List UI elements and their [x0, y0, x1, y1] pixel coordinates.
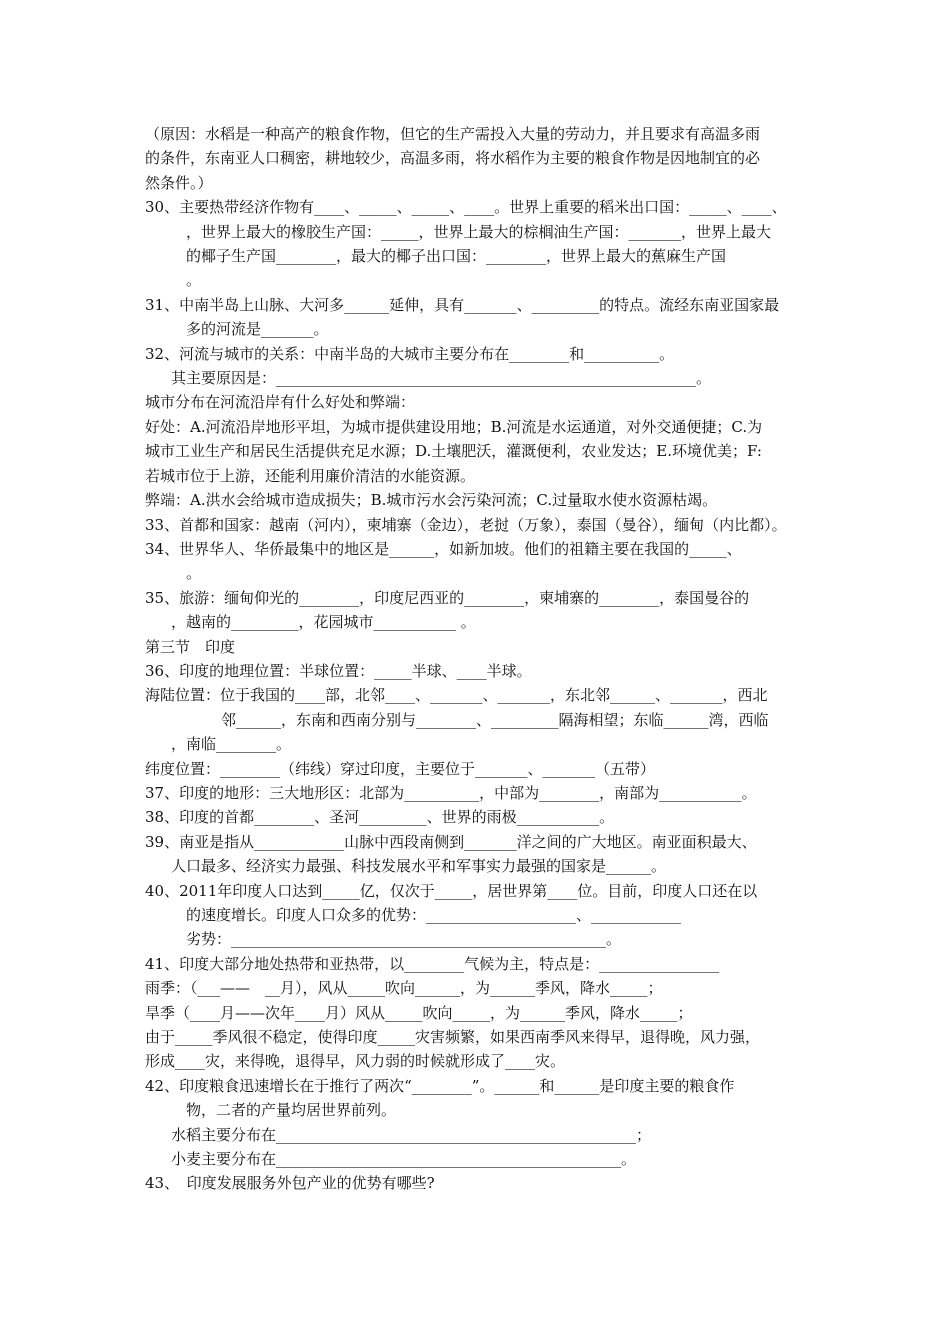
text-line: 城市工业生产和居民生活提供充足水源；D.土壤肥沃，灌溉便利，农业发达；E.环境优美；F: — [145, 442, 762, 461]
question-31: 31、中南半岛上山脉、大河多______延伸，具有_______、_________的特点。流经东南亚国家最 — [145, 295, 780, 314]
text-line: 水稻主要分布在________________________________________________； — [171, 1125, 652, 1144]
question-36: 36、印度的地理位置：半球位置：_____半球、____半球。 — [145, 661, 532, 680]
text-line: 。 — [186, 271, 202, 290]
document-page — [145, 122, 815, 1196]
text-line: 好处：A.河流沿岸地形平坦，为城市提供建设用地；B.河流是水运通道，对外交通便捷；C.为 — [145, 417, 763, 436]
text-line: 的条件，东南亚人口稠密，耕地较少，高温多雨，将水稻作为主要的粮食作物是因地制宜的必 — [145, 149, 761, 168]
text-line: 由于_____季风很不稳定，使得印度_____灾害频繁，如果西南季风来得早，退得晚，风力强， — [145, 1028, 761, 1047]
text-line: 物，二者的产量均居世界前列。 — [186, 1101, 397, 1120]
text-line: ，世界上最大的橡胶生产国：_____，世界上最大的棕榈油生产国：_______，世界上最大 — [186, 222, 772, 241]
question-39: 39、南亚是指从____________山脉中西段南侧到_______洋之间的广大地区。南亚面积最大、 — [145, 832, 757, 851]
text-line: （原因：水稻是一种高产的粮食作物，但它的生产需投入大量的劳动力，并且要求有高温多雨 — [145, 125, 761, 143]
text-line: ，越南的_________，花园城市___________ 。 — [171, 613, 476, 632]
text-line: 其主要原因是：________________________________________________________。 — [171, 369, 712, 388]
text-line: 形成____灾，来得晚，退得早，风力弱的时候就形成了____灾。 — [145, 1052, 566, 1071]
text-line: 然条件。） — [145, 173, 213, 192]
text-line: 旱季（____月——次年____月）风从_____吹向_____，为______季风，降水_____； — [145, 1003, 693, 1022]
question-34: 34、世界华人、华侨最集中的地区是______，如新加坡。他们的祖籍主要在我国的_____、 — [145, 539, 742, 558]
question-35: 35、旅游：缅甸仰光的________，印度尼西亚的________，柬埔寨的________，泰国曼谷的 — [145, 588, 750, 607]
text-line: 。 — [186, 564, 202, 583]
text-line: 海陆位置：位于我国的____部，北邻____、_______、_______，东北邻______、_______，西北 — [145, 686, 768, 705]
question-33: 33、首都和国家：越南（河内），柬埔寨（金边），老挝（万象），泰国（曼谷），缅甸（内比都）。 — [145, 515, 787, 534]
question-42: 42、印度粮食迅速增长在于推行了两次“________”。______和______是印度主要的粮食作 — [145, 1076, 735, 1095]
text-line: 小麦主要分布在______________________________________________。 — [171, 1150, 637, 1169]
question-30: 30、主要热带经济作物有____、_____、_____、____。世界上重要的稻米出口国：_____、____、 — [145, 198, 787, 217]
text-line: 若城市位于上游，还能利用廉价清洁的水能资源。 — [145, 466, 476, 485]
question-41: 41、印度大部分地处热带和亚热带，以________气候为主，特点是：________________ — [145, 954, 720, 973]
text-line: 多的河流是_______。 — [186, 320, 329, 339]
text-line: 雨季：（___—— __月），风从_____吹向______，为______季风，降水_____； — [145, 979, 663, 998]
text-line: 弊端：A.洪水会给城市造成损失；B.城市污水会污染河流；C.过量取水使水资源枯竭。 — [145, 491, 718, 510]
question-40: 40、2011年印度人口达到_____亿，仅次于_____，居世界第____位。目前，印度人口还在以 — [145, 881, 758, 900]
text-line: 邻______，东南和西南分别与________、_________隔海相望；东临______湾，西临 — [221, 710, 769, 729]
text-line: 人口最多、经济实力最强、科技发展水平和军事实力最强的国家是______。 — [171, 857, 667, 876]
text-line: ，南临________。 — [171, 735, 292, 754]
text-line: 的速度增长。印度人口众多的优势：____________________、____________ — [186, 906, 682, 924]
question-38: 38、印度的首都________、圣河_________、世界的雨极___________。 — [145, 808, 615, 827]
text-line: 的椰子生产国________，最大的椰子出口国：________，世界上最大的蕉麻生产国 — [186, 247, 727, 266]
section-heading: 第三节 印度 — [145, 637, 236, 656]
question-43: 43、 印度发展服务外包产业的优势有哪些? — [145, 1174, 435, 1193]
text-line: 城市分布在河流沿岸有什么好处和弊端： — [145, 393, 416, 412]
question-32: 32、河流与城市的关系：中南半岛的大城市主要分布在________和__________。 — [145, 344, 675, 363]
text-line: 劣势：__________________________________________________。 — [186, 930, 622, 949]
question-37: 37、印度的地形：三大地形区：北部为__________，中部为________，南部为___________。 — [145, 783, 757, 802]
text-line: 纬度位置：________（纬线）穿过印度，主要位于_______、_______（五带） — [145, 759, 656, 778]
